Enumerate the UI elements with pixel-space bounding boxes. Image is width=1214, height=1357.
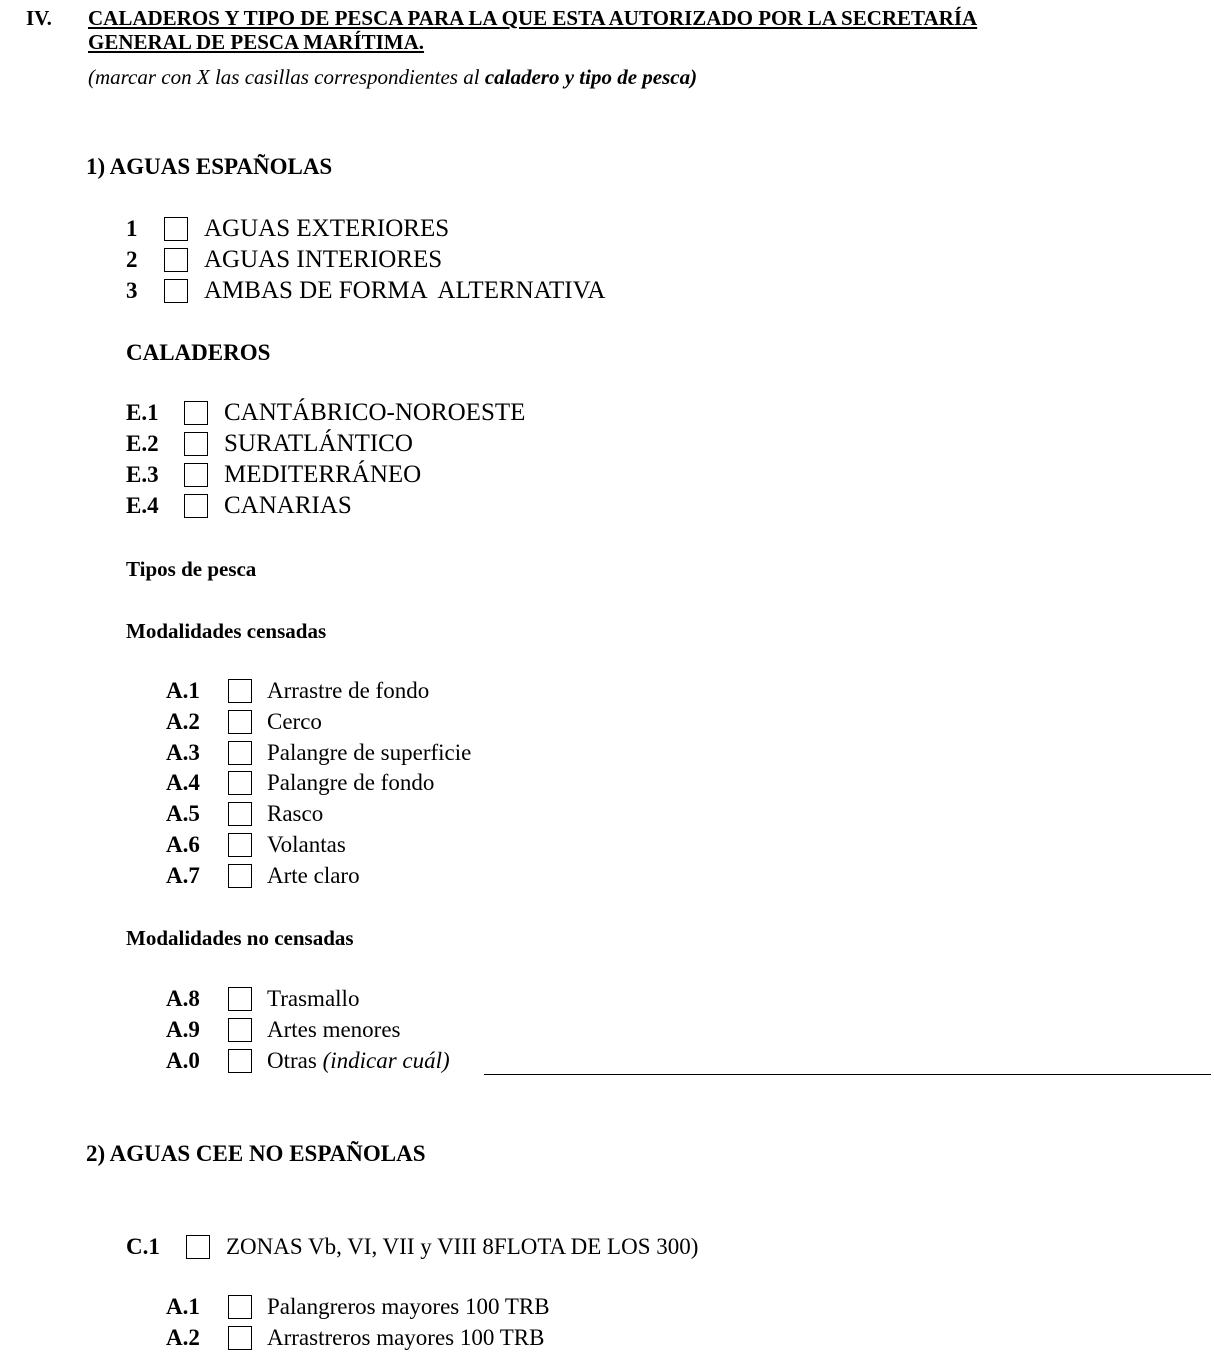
- modalidad-label: Otras: [267, 1048, 323, 1073]
- checkbox[interactable]: [228, 1049, 252, 1073]
- checkbox[interactable]: [228, 802, 252, 826]
- checkbox[interactable]: [228, 1295, 252, 1319]
- modalidad-label: Arte claro: [267, 863, 360, 888]
- modalidad-artes-menores[interactable]: [166, 1015, 401, 1045]
- checkbox[interactable]: [186, 1235, 210, 1259]
- modalidad-code: A.3: [166, 740, 200, 765]
- modalidad-otras[interactable]: [166, 1046, 450, 1076]
- modalidad-label-hint: (indicar cuál): [322, 1048, 450, 1073]
- caladero-mediterraneo[interactable]: [126, 460, 421, 490]
- checkbox[interactable]: [164, 217, 188, 241]
- modalidad-label: Palangre de superficie: [267, 740, 472, 765]
- caladero-canarias[interactable]: [126, 491, 352, 521]
- modalidad-arrastre-de-fondo[interactable]: [166, 676, 429, 706]
- modalidad-palangre-fondo[interactable]: [166, 768, 434, 798]
- heading-aguas-cee: 2) AGUAS CEE NO ESPAÑOLAS: [86, 1141, 426, 1166]
- heading-caladeros: CALADEROS: [126, 340, 271, 365]
- cee-label: Palangreros mayores 100 TRB: [267, 1294, 550, 1319]
- modalidad-label: Cerco: [267, 709, 322, 734]
- checkbox[interactable]: [228, 771, 252, 795]
- modalidad-code: A.0: [166, 1048, 200, 1073]
- section-title-line-1: CALADEROS Y TIPO DE PESCA PARA LA QUE ESTA AUTORIZADO POR LA SECRETARÍA: [88, 6, 978, 30]
- caladero-label: CANARIAS: [224, 492, 352, 519]
- option-aguas-exteriores[interactable]: [126, 214, 449, 244]
- checkbox[interactable]: [228, 1018, 252, 1042]
- option-label: AGUAS EXTERIORES: [204, 215, 450, 242]
- modalidad-label: Arrastre de fondo: [267, 678, 430, 703]
- modalidad-label: Artes menores: [267, 1017, 401, 1042]
- modalidad-code: A.1: [166, 678, 200, 703]
- caladero-code: E.4: [126, 493, 159, 518]
- caladero-code: E.3: [126, 462, 159, 487]
- modalidad-cerco[interactable]: [166, 707, 322, 737]
- option-ambas-alternativa[interactable]: [126, 276, 605, 306]
- heading-modalidades-no-censadas: Modalidades no censadas: [126, 926, 354, 950]
- checkbox[interactable]: [228, 864, 252, 888]
- checkbox[interactable]: [228, 741, 252, 765]
- zona-code: C.1: [126, 1234, 160, 1259]
- heading-modalidades-censadas: Modalidades censadas: [126, 619, 327, 643]
- modalidad-code: A.5: [166, 801, 200, 826]
- modalidad-rasco[interactable]: [166, 799, 323, 829]
- option-label: AMBAS DE FORMA ALTERNATIVA: [204, 277, 606, 304]
- modalidad-code: A.7: [166, 863, 200, 888]
- instructions-text: (marcar con X las casillas correspondientes al: [88, 65, 485, 89]
- modalidad-code: A.4: [166, 770, 200, 795]
- section-title-line-2: GENERAL DE PESCA MARÍTIMA.: [88, 30, 425, 54]
- modalidad-arte-claro[interactable]: [166, 861, 360, 891]
- otras-fill-line[interactable]: [484, 1074, 1211, 1075]
- cee-code: A.1: [166, 1294, 200, 1319]
- option-code: 2: [126, 247, 138, 272]
- caladero-label: CANTÁBRICO-NOROESTE: [224, 399, 526, 426]
- section-title: [88, 6, 977, 54]
- cee-code: A.2: [166, 1325, 200, 1350]
- instructions-emphasis: caladero y tipo de pesca): [484, 65, 698, 89]
- caladero-label: SURATLÁNTICO: [224, 430, 413, 457]
- option-code: 1: [126, 216, 138, 241]
- checkbox[interactable]: [228, 1326, 252, 1350]
- section-number: IV.: [26, 6, 52, 30]
- modalidad-code: A.2: [166, 709, 200, 734]
- option-aguas-interiores[interactable]: [126, 245, 442, 275]
- modalidad-code: A.8: [166, 986, 200, 1011]
- modalidad-volantas[interactable]: [166, 830, 346, 860]
- checkbox[interactable]: [184, 463, 208, 487]
- modalidad-label: Trasmallo: [267, 986, 360, 1011]
- zona-label: ZONAS Vb, VI, VII y VIII 8FLOTA DE LOS 300): [226, 1234, 699, 1259]
- modalidad-code: A.9: [166, 1017, 200, 1042]
- option-code: 3: [126, 278, 138, 303]
- caladero-cantabrico[interactable]: [126, 398, 525, 428]
- caladero-label: MEDITERRÁNEO: [224, 461, 422, 488]
- cee-label: Arrastreros mayores 100 TRB: [267, 1325, 545, 1350]
- modalidad-label: Palangre de fondo: [267, 770, 435, 795]
- cee-palangreros[interactable]: [166, 1292, 550, 1322]
- heading-tipos-de-pesca: Tipos de pesca: [126, 557, 257, 581]
- caladero-suratlantico[interactable]: [126, 429, 413, 459]
- cee-arrastreros[interactable]: [166, 1323, 544, 1353]
- checkbox[interactable]: [184, 432, 208, 456]
- heading-aguas-espanolas: 1) AGUAS ESPAÑOLAS: [86, 154, 333, 179]
- caladero-code: E.1: [126, 400, 159, 425]
- checkbox[interactable]: [228, 833, 252, 857]
- modalidad-label: Rasco: [267, 801, 324, 826]
- checkbox[interactable]: [228, 987, 252, 1011]
- checkbox[interactable]: [184, 494, 208, 518]
- checkbox[interactable]: [228, 710, 252, 734]
- modalidad-palangre-superficie[interactable]: [166, 738, 471, 768]
- modalidad-trasmallo[interactable]: [166, 984, 359, 1014]
- checkbox[interactable]: [184, 401, 208, 425]
- modalidad-label: Volantas: [267, 832, 346, 857]
- option-label: AGUAS INTERIORES: [204, 246, 443, 273]
- checkbox[interactable]: [164, 279, 188, 303]
- checkbox[interactable]: [228, 679, 252, 703]
- zona-c1[interactable]: [126, 1232, 698, 1262]
- section-instructions: [88, 64, 697, 90]
- modalidad-code: A.6: [166, 832, 200, 857]
- caladero-code: E.2: [126, 431, 159, 456]
- checkbox[interactable]: [164, 248, 188, 272]
